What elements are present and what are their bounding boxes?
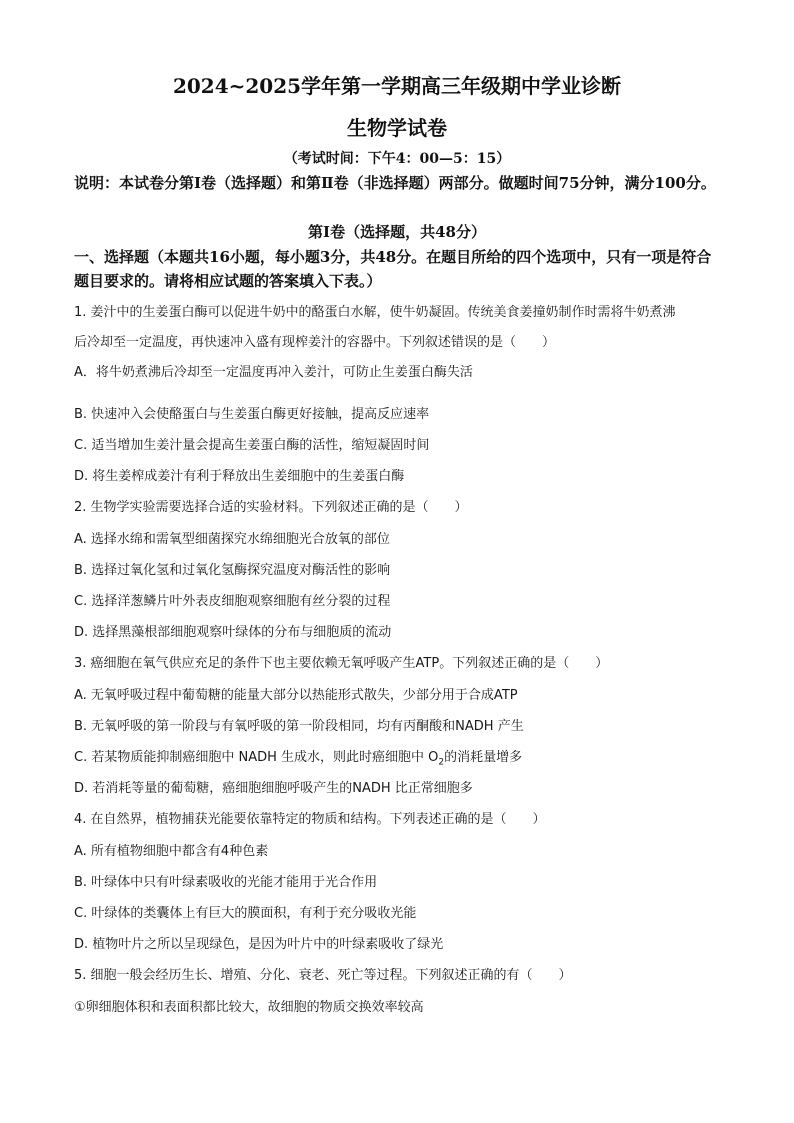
q4-option-a: A. 所有植物细胞中都含有4种色素: [74, 844, 269, 859]
q1-stem-line1: 1. 姜汁中的生姜蛋白酶可以促进牛奶中的酪蛋白水解，使牛奶凝固。传统美食姜撞奶制作时需将牛奶煮沸: [74, 305, 676, 320]
q1-option-b: B. 快速冲入会使酪蛋白与生姜蛋白酶更好接触，提高反应速率: [74, 407, 430, 422]
q4-option-d: D. 植物叶片之所以呈现绿色，是因为叶片中的叶绿素吸收了绿光: [74, 937, 444, 952]
exam-note: 说明：本试卷分第Ⅰ卷（选择题）和第Ⅱ卷（非选择题）两部分。做题时间75分钟，满分100分。: [74, 174, 716, 192]
q4-option-c: C. 叶绿体的类囊体上有巨大的膜面积，有利于充分吸收光能: [74, 906, 417, 921]
q2-stem: 2. 生物学实验需要选择合适的实验材料。下列叙述正确的是（ ）: [74, 500, 468, 515]
volume-title: 第Ⅰ卷（选择题，共48分）: [308, 223, 486, 241]
q5-item-1: ①卵细胞体积和表面积都比较大，故细胞的物质交换效率较高: [74, 1000, 424, 1015]
q2-option-d: D. 选择黑藻根部细胞观察叶绿体的分布与细胞质的流动: [74, 625, 392, 640]
q4-option-b: B. 叶绿体中只有叶绿素吸收的光能才能用于光合作用: [74, 875, 378, 890]
q1-option-d: D. 将生姜榨成姜汁有利于释放出生姜细胞中的生姜蛋白酶: [74, 469, 405, 484]
q3-option-c-text-end: 的消耗量增多: [444, 750, 523, 765]
q4-stem: 4. 在自然界，植物捕获光能要依靠特定的物质和结构。下列表述正确的是（ ）: [74, 812, 546, 827]
q5-stem: 5. 细胞一般会经历生长、增殖、分化、衰老、死亡等过程。下列叙述正确的有（ ）: [74, 968, 572, 983]
q1-option-a: A．将牛奶煮沸后冷却至一定温度再冲入姜汁，可防止生姜蛋白酶失活: [74, 365, 473, 380]
exam-subtitle: 生物学试卷: [347, 116, 447, 140]
section-instruction: 一、选择题（本题共16小题，每小题3分，共48分。在题目所给的四个选项中，只有一项是符合题目要求的。请将相应试题的答案填入下表。）: [74, 248, 712, 290]
q3-option-d: D. 若消耗等量的葡萄糖，癌细胞细胞呼吸产生的NADH 比正常细胞多: [74, 781, 473, 796]
q3-option-c: [74, 746, 734, 768]
exam-title: 2024~2025学年第一学期高三年级期中学业诊断: [172, 74, 622, 98]
q1-stem-line2: 后冷却至一定温度，再快速冲入盛有现榨姜汁的容器中。下列叙述错误的是（ ）: [74, 335, 556, 350]
q3-option-c-subscript: 2: [438, 757, 445, 768]
q2-option-c: C. 选择洋葱鳞片叶外表皮细胞观察细胞有丝分裂的过程: [74, 594, 391, 609]
q3-stem: 3. 癌细胞在氧气供应充足的条件下也主要依赖无氧呼吸产生ATP。下列叙述正确的是（ ）: [74, 656, 609, 671]
q2-option-b: B. 选择过氧化氢和过氧化氢酶探究温度对酶活性的影响: [74, 563, 391, 578]
q3-option-b: B. 无氧呼吸的第一阶段与有氧呼吸的第一阶段相同，均有丙酮酸和NADH 产生: [74, 719, 524, 734]
exam-time: （考试时间：下午4：00—5：15）: [283, 151, 511, 167]
q3-option-c-text: C. 若某物质能抑制癌细胞中 NADH 生成水，则此时癌细胞中 O: [74, 750, 439, 765]
q2-option-a: A. 选择水绵和需氧型细菌探究水绵细胞光合放氧的部位: [74, 532, 390, 547]
q3-option-a: A. 无氧呼吸过程中葡萄糖的能量大部分以热能形式散失，少部分用于合成ATP: [74, 688, 518, 703]
q1-option-c: C. 适当增加生姜汁量会提高生姜蛋白酶的活性，缩短凝固时间: [74, 438, 430, 453]
